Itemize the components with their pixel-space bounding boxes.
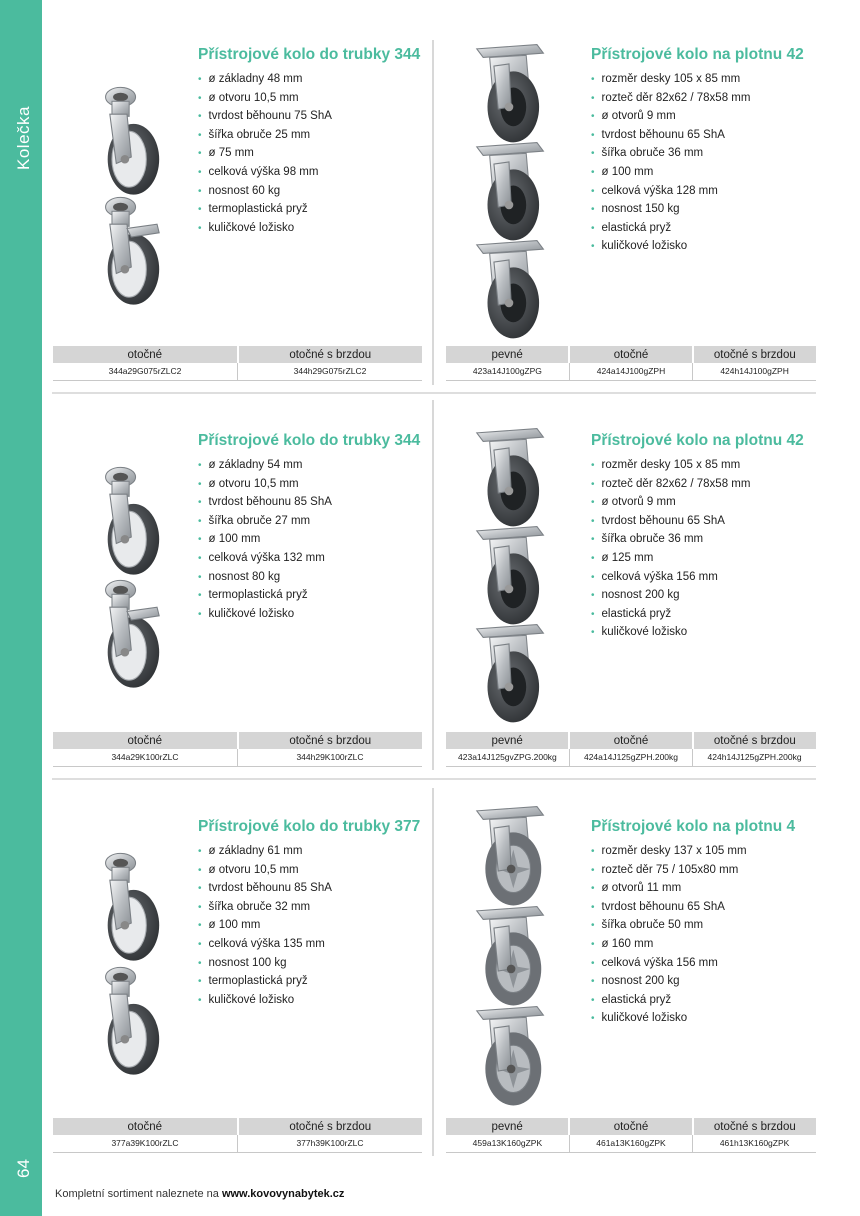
- stem-caster-image: [84, 848, 170, 966]
- column-divider: [432, 40, 434, 385]
- product-title: Přístrojové kolo do trubky 344: [198, 46, 421, 63]
- spec-item: • ø základny 48 mm: [198, 70, 332, 89]
- spec-list: [591, 842, 747, 1028]
- table-header: otočné s brzdou: [693, 732, 816, 749]
- spec-item: • rozteč děr 82x62 / 78x58 mm: [591, 89, 750, 108]
- spec-item: • celková výška 135 mm: [198, 935, 332, 954]
- product-code: 344a29G075rZLC2: [53, 363, 238, 380]
- spec-item: • ø otvoru 10,5 mm: [198, 89, 332, 108]
- column-divider: [432, 788, 434, 1156]
- spec-item: • kuličkové ložisko: [198, 991, 332, 1010]
- table-header: pevné: [446, 1118, 569, 1135]
- spec-item: • kuličkové ložisko: [198, 219, 332, 238]
- product-code-table: [446, 346, 816, 381]
- spec-item: • termoplastická pryž: [198, 586, 332, 605]
- spec-item: • šířka obruče 32 mm: [198, 898, 332, 917]
- spec-item: • rozměr desky 105 x 85 mm: [591, 456, 750, 475]
- swivel-plate-caster-image: [466, 522, 552, 630]
- spec-item: • šířka obruče 27 mm: [198, 512, 332, 531]
- table-header: otočné: [53, 1118, 238, 1135]
- table-header: pevné: [446, 346, 569, 363]
- table-header: otočné s brzdou: [693, 346, 816, 363]
- product-code: 423a14J100gZPG: [446, 363, 569, 380]
- spec-item: • kuličkové ložisko: [591, 237, 750, 256]
- spec-list: [591, 70, 750, 256]
- footer-note: [55, 1188, 344, 1200]
- spec-item: • šířka obruče 50 mm: [591, 916, 747, 935]
- spec-item: • ø otvorů 9 mm: [591, 107, 750, 126]
- spec-item: • celková výška 98 mm: [198, 163, 332, 182]
- product-code: 424a14J100gZPH: [569, 363, 692, 380]
- spec-list: [591, 456, 750, 642]
- spec-item: • nosnost 60 kg: [198, 182, 332, 201]
- column-divider: [432, 400, 434, 770]
- table-header: otočné s brzdou: [238, 346, 423, 363]
- spec-item: • tvrdost běhounu 65 ShA: [591, 898, 747, 917]
- row-divider: [52, 778, 816, 780]
- spec-item: • ø otvorů 11 mm: [591, 879, 747, 898]
- swivel-plate-caster-brake-image: [466, 1000, 552, 1112]
- spec-item: • rozteč děr 82x62 / 78x58 mm: [591, 475, 750, 494]
- spec-item: • celková výška 132 mm: [198, 549, 332, 568]
- product-code-table: [53, 732, 422, 767]
- spec-item: • rozteč děr 75 / 105x80 mm: [591, 861, 747, 880]
- spec-item: • ø základny 61 mm: [198, 842, 332, 861]
- spec-item: • šířka obruče 36 mm: [591, 530, 750, 549]
- spec-item: • nosnost 150 kg: [591, 200, 750, 219]
- product-code-table: [446, 732, 816, 767]
- table-header: otočné s brzdou: [693, 1118, 816, 1135]
- table-header: otočné: [569, 732, 692, 749]
- sidebar: [0, 0, 42, 1216]
- fixed-plate-caster-image: [466, 40, 552, 148]
- product-code: 344h29G075rZLC2: [238, 363, 423, 380]
- table-header: otočné s brzdou: [238, 1118, 423, 1135]
- spec-item: • ø otvorů 9 mm: [591, 493, 750, 512]
- swivel-plate-caster-image: [466, 138, 552, 246]
- product-code: 461h13K160gZPK: [693, 1135, 816, 1152]
- fixed-plate-caster-image: [466, 424, 552, 532]
- spec-item: • termoplastická pryž: [198, 200, 332, 219]
- spec-item: • celková výška 156 mm: [591, 568, 750, 587]
- product-code: 461a13K160gZPK: [569, 1135, 692, 1152]
- stem-caster-brake-image: [84, 192, 170, 310]
- table-header: otočné: [53, 346, 238, 363]
- product-code: 344h29K100rZLC: [238, 749, 423, 766]
- spec-item: • termoplastická pryž: [198, 972, 332, 991]
- product-title: Přístrojové kolo na plotnu 4: [591, 818, 796, 835]
- spec-item: • kuličkové ložisko: [591, 1009, 747, 1028]
- spec-item: • ø 75 mm: [198, 144, 332, 163]
- fixed-plate-caster-image: [466, 800, 552, 912]
- spec-item: • ø 100 mm: [591, 163, 750, 182]
- product-code: 424a14J125gZPH.200kg: [569, 749, 692, 766]
- spec-item: • nosnost 100 kg: [198, 954, 332, 973]
- stem-caster-image: [84, 82, 170, 200]
- product-code: 424h14J100gZPH: [693, 363, 816, 380]
- product-title: Přístrojové kolo do trubky 377: [198, 818, 421, 835]
- spec-item: • ø otvoru 10,5 mm: [198, 475, 332, 494]
- product-code-table: [53, 346, 422, 381]
- spec-list: [198, 456, 332, 623]
- stem-caster-brake-image: [84, 575, 170, 693]
- product-code: 423a14J125gvZPG.200kg: [446, 749, 569, 766]
- spec-item: • ø 125 mm: [591, 549, 750, 568]
- swivel-plate-caster-brake-image: [466, 236, 552, 344]
- swivel-plate-caster-image: [466, 900, 552, 1012]
- spec-list: [198, 842, 332, 1009]
- spec-item: • kuličkové ložisko: [198, 605, 332, 624]
- product-title: Přístrojové kolo na plotnu 42: [591, 432, 804, 449]
- spec-item: • šířka obruče 36 mm: [591, 144, 750, 163]
- product-code-table: [446, 1118, 816, 1153]
- spec-item: • ø 100 mm: [198, 916, 332, 935]
- spec-item: • elastická pryž: [591, 605, 750, 624]
- row-divider: [52, 392, 816, 394]
- spec-item: • nosnost 200 kg: [591, 586, 750, 605]
- product-code: 459a13K160gZPK: [446, 1135, 569, 1152]
- spec-item: • celková výška 128 mm: [591, 182, 750, 201]
- spec-item: • tvrdost běhounu 65 ShA: [591, 126, 750, 145]
- spec-item: • tvrdost běhounu 85 ShA: [198, 879, 332, 898]
- spec-item: • ø 160 mm: [591, 935, 747, 954]
- table-header: otočné: [569, 346, 692, 363]
- footer-text: Kompletní sortiment naleznete na: [55, 1188, 222, 1200]
- spec-item: • ø 100 mm: [198, 530, 332, 549]
- product-code: 377a39K100rZLC: [53, 1135, 238, 1152]
- spec-item: • nosnost 200 kg: [591, 972, 747, 991]
- spec-item: • elastická pryž: [591, 219, 750, 238]
- table-header: otočné: [53, 732, 238, 749]
- spec-item: • tvrdost běhounu 75 ShA: [198, 107, 332, 126]
- product-title: Přístrojové kolo na plotnu 42: [591, 46, 804, 63]
- table-header: otočné: [569, 1118, 692, 1135]
- swivel-plate-caster-brake-image: [466, 620, 552, 728]
- spec-item: • ø základny 54 mm: [198, 456, 332, 475]
- spec-item: • tvrdost běhounu 85 ShA: [198, 493, 332, 512]
- spec-item: • celková výška 156 mm: [591, 954, 747, 973]
- spec-item: • rozměr desky 105 x 85 mm: [591, 70, 750, 89]
- product-code: 377h39K100rZLC: [238, 1135, 423, 1152]
- spec-item: • kuličkové ložisko: [591, 623, 750, 642]
- spec-list: [198, 70, 332, 237]
- spec-item: • tvrdost běhounu 65 ShA: [591, 512, 750, 531]
- spec-item: • nosnost 80 kg: [198, 568, 332, 587]
- spec-item: • šířka obruče 25 mm: [198, 126, 332, 145]
- sidebar-title: Kolečka: [14, 106, 33, 170]
- product-code-table: [53, 1118, 422, 1153]
- product-code: 344a29K100rZLC: [53, 749, 238, 766]
- spec-item: • rozměr desky 137 x 105 mm: [591, 842, 747, 861]
- website-link[interactable]: www.kovovynabytek.cz: [221, 1188, 345, 1200]
- product-code: 424h14J125gZPH.200kg: [693, 749, 816, 766]
- stem-caster-image: [84, 462, 170, 580]
- page-number: 64: [14, 1159, 33, 1178]
- spec-item: • ø otvoru 10,5 mm: [198, 861, 332, 880]
- spec-item: • elastická pryž: [591, 991, 747, 1010]
- product-title: Přístrojové kolo do trubky 344: [198, 432, 421, 449]
- stem-caster-image: [84, 962, 170, 1080]
- table-header: otočné s brzdou: [238, 732, 423, 749]
- table-header: pevné: [446, 732, 569, 749]
